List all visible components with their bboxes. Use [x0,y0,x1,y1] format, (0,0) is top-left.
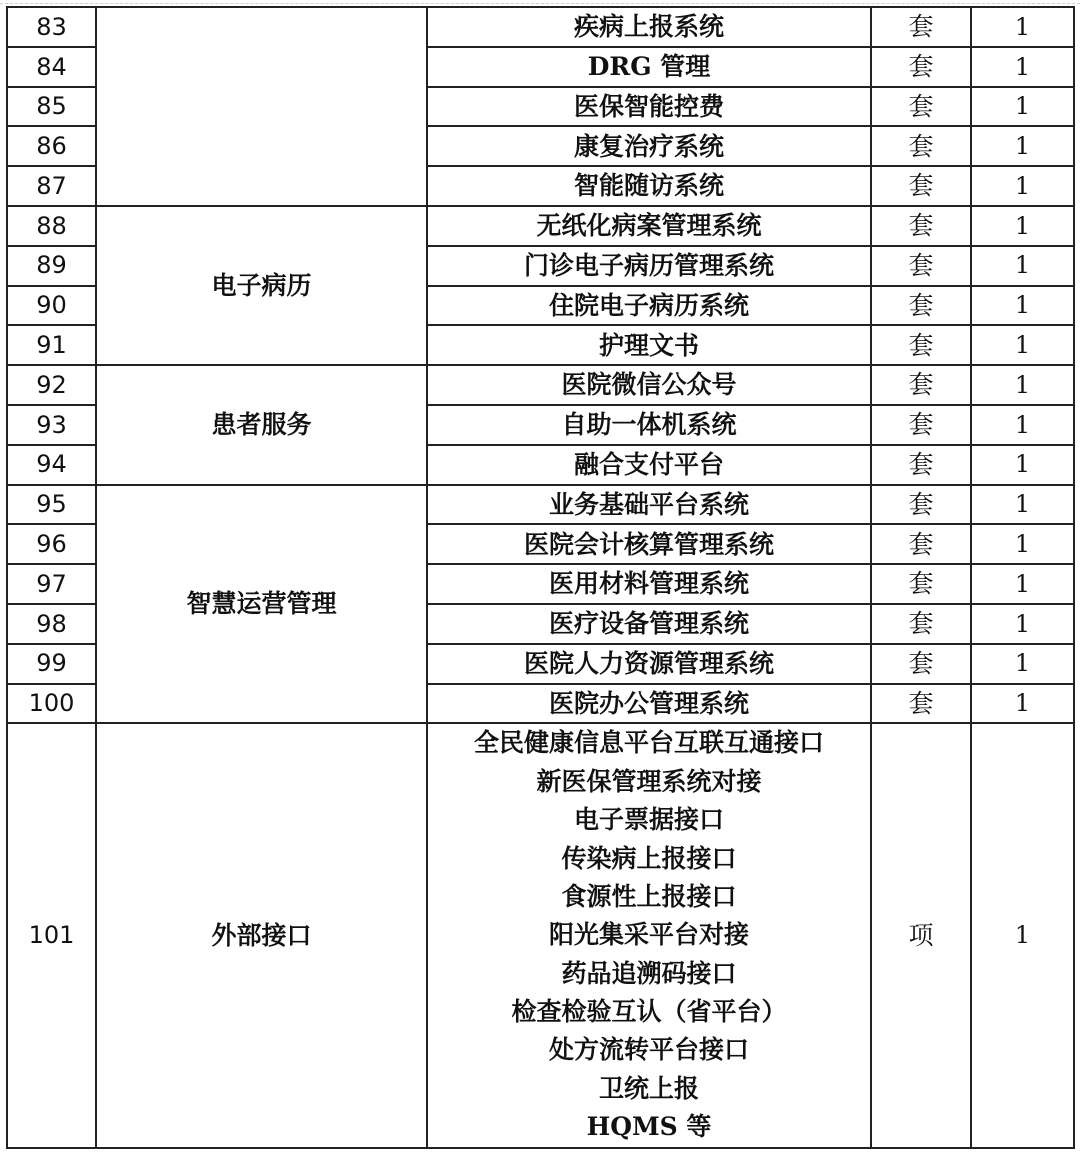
row-number: 100 [7,684,96,724]
row-number: 84 [7,47,96,87]
row-number: 86 [7,126,96,166]
quantity: 1 [971,7,1074,47]
row-number: 83 [7,7,96,47]
unit: 套 [871,286,971,326]
interface-item: 新医保管理系统对接 [536,766,762,796]
interface-item: 药品追溯码接口 [561,958,737,988]
unit: 套 [871,47,971,87]
item-name: DRG 管理 [427,47,871,87]
interface-item: 食源性上报接口 [561,881,737,911]
item-name: 医保智能控费 [427,87,871,127]
unit: 套 [871,604,971,644]
table-row [7,365,1074,405]
unit: 套 [871,405,971,445]
unit: 项 [871,723,971,1147]
item-name: 住院电子病历系统 [427,286,871,326]
quantity: 1 [971,365,1074,405]
unit: 套 [871,485,971,525]
quantity: 1 [971,485,1074,525]
unit: 套 [871,166,971,206]
row-number: 89 [7,246,96,286]
quantity: 1 [971,126,1074,166]
item-name: 无纸化病案管理系统 [427,206,871,246]
row-number: 93 [7,405,96,445]
unit: 套 [871,87,971,127]
category-cell: 智慧运营管理 [96,485,427,724]
interface-item: 阳光集采平台对接 [548,920,749,950]
item-name: 医用材料管理系统 [427,564,871,604]
item-name: 业务基础平台系统 [427,485,871,525]
item-name: 智能随访系统 [427,166,871,206]
item-name: 康复治疗系统 [427,126,871,166]
table-row [7,7,1074,47]
page-top-dashed-line [0,3,1080,4]
interface-item: 卫统上报 [598,1073,699,1103]
quantity: 1 [971,47,1074,87]
row-number: 99 [7,644,96,684]
quantity: 1 [971,723,1074,1147]
quantity: 1 [971,604,1074,644]
unit: 套 [871,206,971,246]
quantity: 1 [971,564,1074,604]
item-name: 医院会计核算管理系统 [427,524,871,564]
row-number: 88 [7,206,96,246]
procurement-table [6,6,1075,1149]
item-name: 医院办公管理系统 [427,684,871,724]
category-cell: 患者服务 [96,365,427,484]
quantity: 1 [971,166,1074,206]
quantity: 1 [971,445,1074,485]
unit: 套 [871,325,971,365]
interface-item-list [427,723,871,1147]
row-number: 91 [7,325,96,365]
unit: 套 [871,644,971,684]
quantity: 1 [971,644,1074,684]
row-number: 90 [7,286,96,326]
row-number: 85 [7,87,96,127]
category-cell: 外部接口 [96,723,427,1147]
item-name: 医院人力资源管理系统 [427,644,871,684]
interface-item: 传染病上报接口 [561,843,737,873]
row-number: 101 [7,723,96,1147]
row-number: 96 [7,524,96,564]
table-body [7,7,1074,1148]
unit: 套 [871,684,971,724]
quantity: 1 [971,87,1074,127]
row-number: 87 [7,166,96,206]
row-number: 95 [7,485,96,525]
interface-item: 检查检验互认（省平台） [511,997,787,1027]
row-number: 94 [7,445,96,485]
table-row [7,485,1074,525]
unit: 套 [871,445,971,485]
category-cell: 电子病历 [96,206,427,365]
item-name: 疾病上报系统 [427,7,871,47]
interface-item: 电子票据接口 [573,805,724,835]
quantity: 1 [971,405,1074,445]
unit: 套 [871,524,971,564]
quantity: 1 [971,206,1074,246]
interface-item: 全民健康信息平台互联互通接口 [473,728,824,758]
unit: 套 [871,246,971,286]
category-cell-blank [96,7,427,206]
row-number: 92 [7,365,96,405]
quantity: 1 [971,286,1074,326]
row-number: 97 [7,564,96,604]
item-name: 医疗设备管理系统 [427,604,871,644]
quantity: 1 [971,684,1074,724]
item-name: 医院微信公众号 [427,365,871,405]
unit: 套 [871,126,971,166]
unit: 套 [871,564,971,604]
quantity: 1 [971,524,1074,564]
item-name: 融合支付平台 [427,445,871,485]
table-row-interfaces [7,723,1074,1147]
row-number: 98 [7,604,96,644]
quantity: 1 [971,246,1074,286]
item-name: 护理文书 [427,325,871,365]
unit: 套 [871,7,971,47]
interface-item: 处方流转平台接口 [548,1035,749,1065]
item-name: 门诊电子病历管理系统 [427,246,871,286]
quantity: 1 [971,325,1074,365]
unit: 套 [871,365,971,405]
table-row [7,206,1074,246]
item-name: 自助一体机系统 [427,405,871,445]
interface-item: HQMS 等 [586,1112,712,1142]
